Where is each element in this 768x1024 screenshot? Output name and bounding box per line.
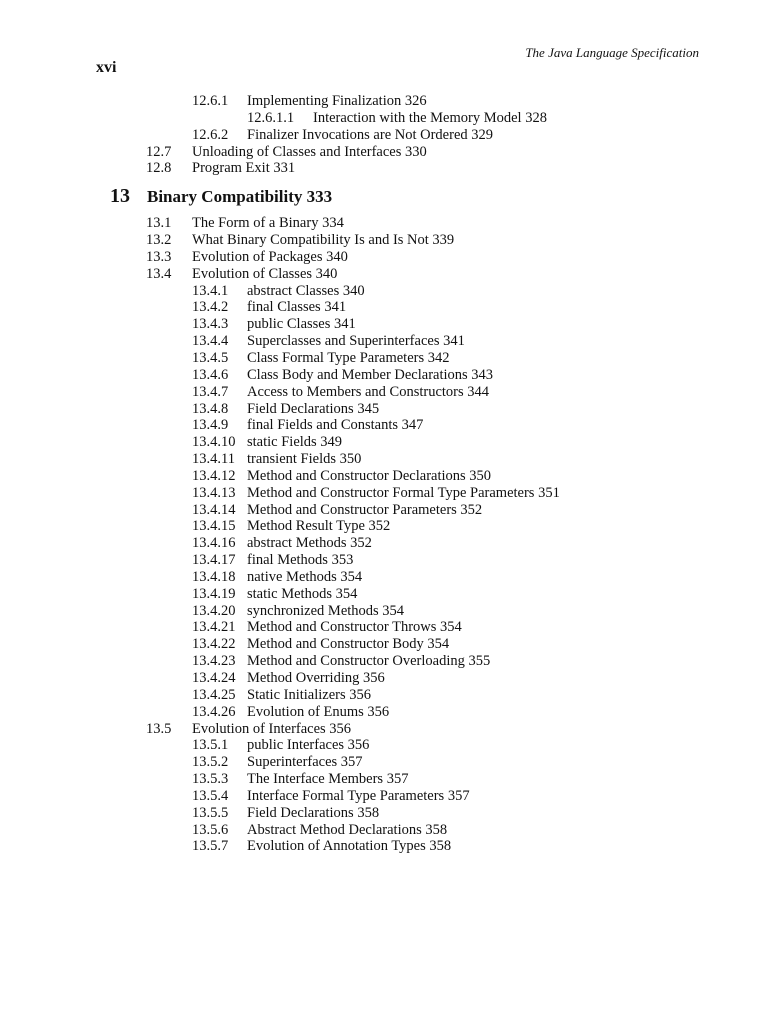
toc-entry[interactable] xyxy=(0,569,768,586)
toc-entry[interactable] xyxy=(0,670,768,687)
toc-entry-title: static Methods 354 xyxy=(247,585,358,602)
toc-entry-title: Access to Members and Constructors 344 xyxy=(247,383,490,400)
toc-entry[interactable] xyxy=(0,266,768,283)
toc-entry[interactable] xyxy=(0,110,768,127)
toc-entry-number: 13.5.3 xyxy=(192,771,229,788)
toc-entry-number: 13.4.24 xyxy=(192,670,236,686)
toc-entry-title: transient Fields 350 xyxy=(247,451,362,468)
toc-entry-title: public Classes 341 xyxy=(247,316,356,333)
toc-entry-title: Superinterfaces 357 xyxy=(247,754,363,771)
toc-entry-number: 13.5.4 xyxy=(192,787,229,804)
toc-entry[interactable] xyxy=(0,636,768,653)
running-head: The Java Language Specification xyxy=(525,45,699,60)
toc-entry-title: Abstract Method Declarations 358 xyxy=(247,821,448,838)
toc-entry-number: 13.4.4 xyxy=(192,333,229,350)
toc-entry-number: 13.3 xyxy=(146,248,172,265)
toc-entry-number: 13.5.2 xyxy=(192,754,229,771)
toc-entry[interactable] xyxy=(0,586,768,603)
toc-entry-number: 13.4.11 xyxy=(192,451,235,468)
toc-entry-number: 13.5.6 xyxy=(192,821,229,838)
toc-entry[interactable] xyxy=(0,485,768,502)
chapter-title: Binary Compatibility 333 xyxy=(147,187,333,207)
toc-entry-number: 13.4.6 xyxy=(192,366,229,383)
toc-entry-title: Static Initializers 356 xyxy=(247,686,372,703)
toc-entry-title: The Interface Members 357 xyxy=(247,771,409,788)
toc-entry-number: 13.4.9 xyxy=(192,417,229,434)
toc-entry-number: 13.5.7 xyxy=(192,838,229,855)
toc-entry-number: 13.4.2 xyxy=(192,299,229,316)
toc-entry-number: 12.6.2 xyxy=(192,126,229,143)
toc-entry[interactable] xyxy=(0,518,768,535)
toc-entry-number: 13.4.13 xyxy=(192,484,236,501)
toc-entry[interactable] xyxy=(0,127,768,144)
chapter-heading xyxy=(0,177,768,215)
toc-entry[interactable] xyxy=(0,160,768,177)
toc-entry-title: Evolution of Classes 340 xyxy=(192,265,338,282)
toc-entry[interactable] xyxy=(0,603,768,620)
toc-entry-title: native Methods 354 xyxy=(247,568,363,585)
toc-entry-title: Superclasses and Superinterfaces 341 xyxy=(247,333,465,350)
toc-entry[interactable] xyxy=(0,653,768,670)
toc-entry-title: Evolution of Interfaces 356 xyxy=(192,720,352,737)
toc-entry-number: 13.4.23 xyxy=(192,653,236,670)
toc-entry[interactable] xyxy=(0,232,768,249)
toc-entry-number: 13.4.17 xyxy=(192,552,236,569)
toc-entry-number: 13.4.16 xyxy=(192,535,236,552)
toc-entry-number: 13.4.20 xyxy=(192,602,236,619)
toc-entry-title: Unloading of Classes and Interfaces 330 xyxy=(192,143,427,160)
toc-entry-number: 13.2 xyxy=(146,232,172,249)
toc-entry[interactable] xyxy=(0,401,768,418)
toc-entry-title: Method and Constructor Throws 354 xyxy=(247,619,462,636)
page-number: xvi xyxy=(96,59,117,76)
toc-entry[interactable] xyxy=(0,333,768,350)
toc-entry-title: synchronized Methods 354 xyxy=(247,602,405,619)
toc-entry[interactable] xyxy=(0,144,768,161)
toc-entry[interactable] xyxy=(0,451,768,468)
toc-entry-number: 13.4.8 xyxy=(192,400,229,417)
toc-entry[interactable] xyxy=(0,552,768,569)
toc-entry-number: 13.4.1 xyxy=(192,282,229,299)
toc-entry[interactable] xyxy=(0,838,768,855)
toc-entry-title: abstract Methods 352 xyxy=(247,535,372,552)
toc-entry-title: final Fields and Constants 347 xyxy=(247,417,424,434)
toc-entry-number: 13.4.19 xyxy=(192,585,236,602)
toc-entry-number: 13.4.26 xyxy=(192,703,236,720)
toc-entry-title: Field Declarations 358 xyxy=(247,804,380,821)
toc-entry-title: Method and Constructor Parameters 352 xyxy=(247,501,483,518)
toc-entry-number: 13.4.5 xyxy=(192,349,229,366)
toc-entry-title: final Methods 353 xyxy=(247,552,354,569)
table-of-contents xyxy=(0,93,768,855)
toc-entry-title: Field Declarations 345 xyxy=(247,400,380,417)
toc-entries-chapter-13 xyxy=(0,215,768,855)
toc-entry[interactable] xyxy=(0,788,768,805)
toc-entry-title: static Fields 349 xyxy=(247,434,343,451)
toc-entry[interactable] xyxy=(0,822,768,839)
toc-entries-chapter-12 xyxy=(0,93,768,177)
toc-entry[interactable] xyxy=(0,535,768,552)
toc-entry[interactable] xyxy=(0,468,768,485)
toc-entry-title: Method and Constructor Body 354 xyxy=(247,636,450,653)
toc-entry-number: 13.4.21 xyxy=(192,619,236,636)
toc-entry-number: 12.7 xyxy=(146,143,172,160)
chapter-number: 13 xyxy=(110,185,130,208)
toc-entry-title: Class Body and Member Declarations 343 xyxy=(247,366,494,383)
toc-entry[interactable] xyxy=(0,283,768,300)
toc-entry-number: 13.4.15 xyxy=(192,518,236,535)
toc-entry-number: 13.4.18 xyxy=(192,568,236,585)
toc-entry-number: 13.1 xyxy=(146,215,172,232)
toc-entry-number: 12.6.1.1 xyxy=(247,109,295,126)
toc-entry[interactable] xyxy=(0,417,768,434)
toc-entry[interactable] xyxy=(0,704,768,721)
toc-entry-title: final Classes 341 xyxy=(247,299,347,316)
toc-entry-title: Implementing Finalization 326 xyxy=(247,93,427,109)
toc-entry[interactable] xyxy=(0,215,768,232)
toc-entry[interactable] xyxy=(0,299,768,316)
toc-entry-title: Method Result Type 352 xyxy=(247,518,391,535)
toc-entry[interactable] xyxy=(0,367,768,384)
toc-entry[interactable] xyxy=(0,737,768,754)
toc-entry[interactable] xyxy=(0,771,768,788)
toc-entry-title: Method Overriding 356 xyxy=(247,670,385,686)
toc-entry[interactable] xyxy=(0,754,768,771)
toc-entry-title: Class Formal Type Parameters 342 xyxy=(247,349,450,366)
toc-entry-number: 13.4.22 xyxy=(192,636,236,653)
toc-entry-number: 13.4.25 xyxy=(192,686,236,703)
toc-entry-number: 13.4.7 xyxy=(192,383,229,400)
toc-entry-number: 13.4.10 xyxy=(192,434,236,451)
toc-entry-number: 13.5 xyxy=(146,720,172,737)
toc-entry-title: Program Exit 331 xyxy=(192,160,296,177)
toc-entry[interactable] xyxy=(0,93,768,110)
toc-entry-title: What Binary Compatibility Is and Is Not 339 xyxy=(192,232,455,249)
toc-entry-title: Method and Constructor Formal Type Parameters 351 xyxy=(247,484,560,501)
toc-entry-title: Evolution of Annotation Types 358 xyxy=(247,838,452,855)
toc-entry-title: public Interfaces 356 xyxy=(247,737,370,754)
toc-entry-title: Evolution of Packages 340 xyxy=(192,248,348,265)
toc-entry-number: 13.5.5 xyxy=(192,804,229,821)
toc-entry-title: The Form of a Binary 334 xyxy=(192,215,344,232)
toc-entry-title: Finalizer Invocations are Not Ordered 329 xyxy=(247,126,494,143)
toc-entry-number: 13.4.14 xyxy=(192,501,236,518)
toc-entry-number: 13.4.12 xyxy=(192,467,236,484)
toc-entry-number: 12.6.1 xyxy=(192,93,229,109)
toc-entry-number: 13.5.1 xyxy=(192,737,229,754)
toc-entry[interactable] xyxy=(0,384,768,401)
toc-entry[interactable] xyxy=(0,687,768,704)
toc-entry[interactable] xyxy=(0,249,768,266)
toc-entry[interactable] xyxy=(0,316,768,333)
toc-entry[interactable] xyxy=(0,721,768,738)
toc-entry[interactable] xyxy=(0,350,768,367)
toc-entry-title: Interface Formal Type Parameters 357 xyxy=(247,787,470,804)
toc-entry-number: 12.8 xyxy=(146,160,172,177)
toc-entry-number: 13.4 xyxy=(146,265,172,282)
toc-entry[interactable] xyxy=(0,619,768,636)
toc-entry-title: Evolution of Enums 356 xyxy=(247,703,390,720)
toc-entry-title: Interaction with the Memory Model 328 xyxy=(313,109,547,126)
toc-entry-title: abstract Classes 340 xyxy=(247,282,365,299)
toc-entry-title: Method and Constructor Declarations 350 xyxy=(247,467,492,484)
toc-entry[interactable] xyxy=(0,805,768,822)
toc-entry-title: Method and Constructor Overloading 355 xyxy=(247,653,491,670)
toc-entry[interactable] xyxy=(0,434,768,451)
toc-entry-number: 13.4.3 xyxy=(192,316,229,333)
toc-entry[interactable] xyxy=(0,502,768,519)
